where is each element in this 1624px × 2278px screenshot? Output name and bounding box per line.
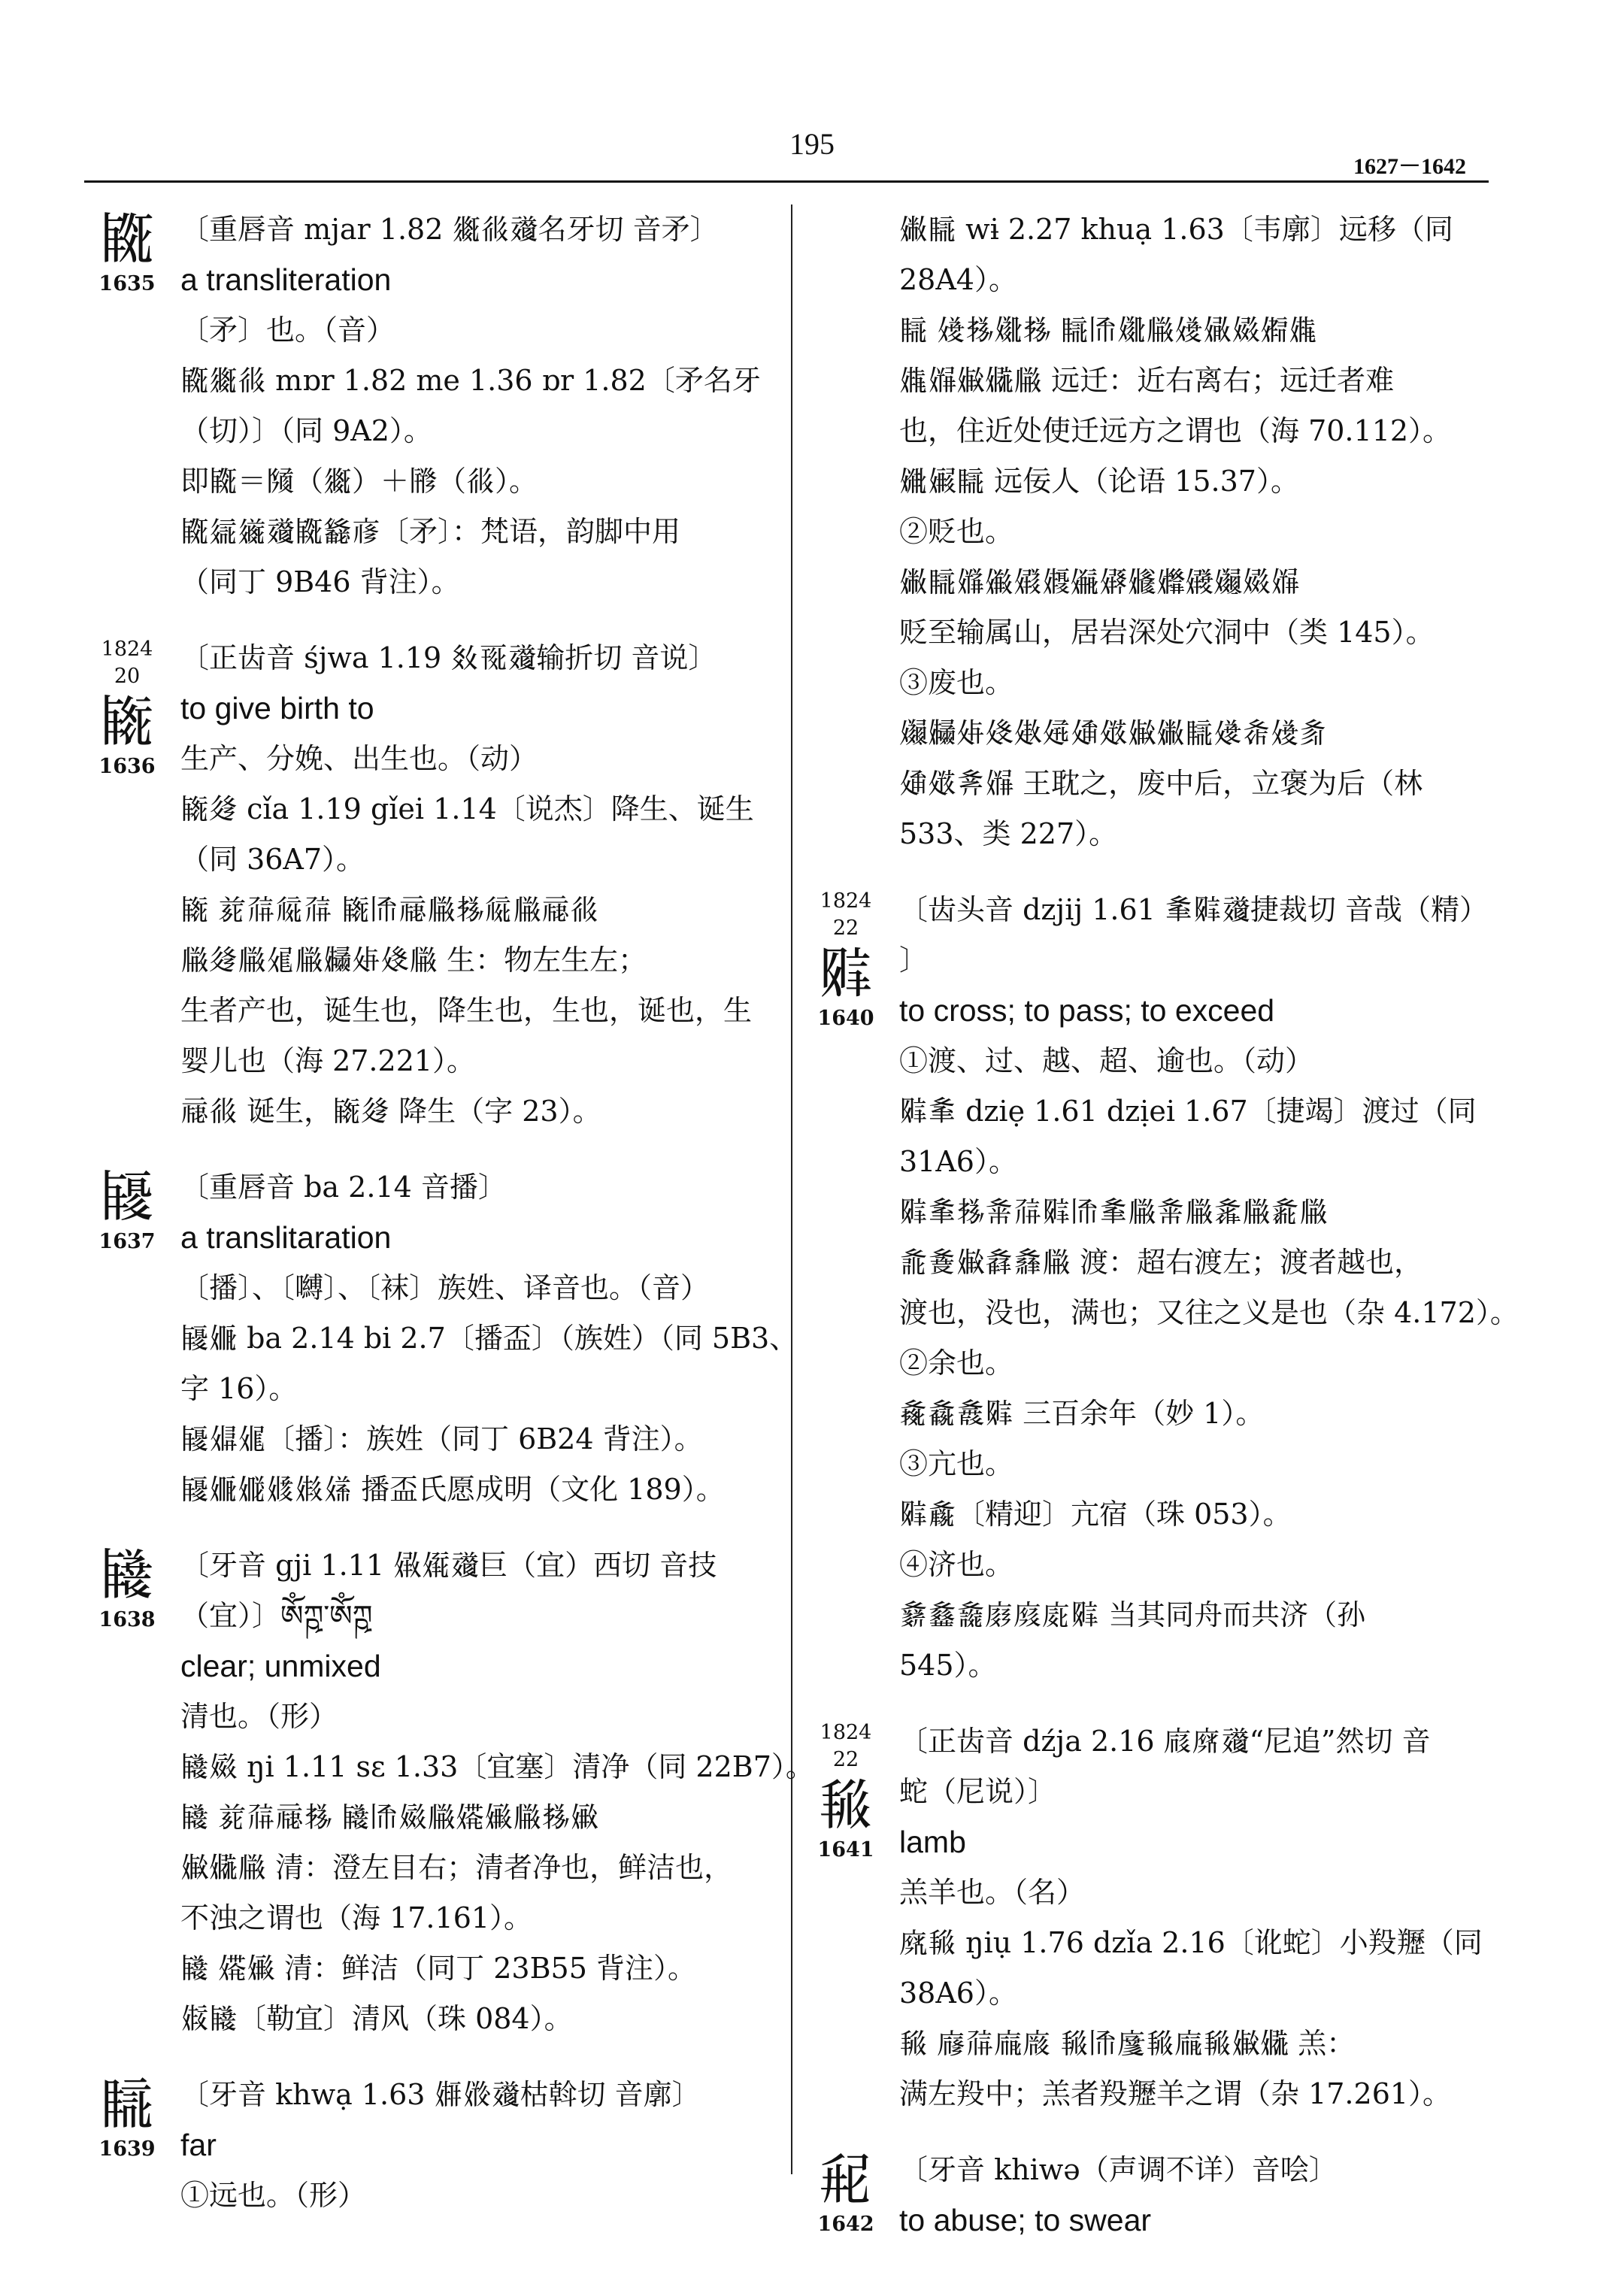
dictionary-entry (817, 1716, 1583, 2119)
definition-line: 〔矛〕也。（音） (180, 314, 395, 347)
definition-line: 即𗺀＝𗂧（𗼨）＋𗂨（𗺐）。 (180, 465, 538, 498)
definition-line: 〔牙音 khiwə（声调不详）音哙〕 (899, 2153, 1338, 2186)
english-gloss: lamb (899, 1825, 966, 1859)
definition-line: 𗏮𗺄 wɨ 2.27 khuạ 1.63〔韦廓〕远移（同 (899, 213, 1453, 246)
definition-line: 𗺂𗏜 ba 2.14 bi 2.7〔播盃〕（族姓）（同 5B3、 (180, 1322, 798, 1355)
citation-line: 545）。 (899, 1649, 997, 1682)
tangut-glyph: 𗺀 (99, 207, 155, 271)
entry-number: 1640 (817, 1007, 874, 1030)
definition-line: 生者产也，诞生也，降生也，生也，诞也，生 (180, 994, 753, 1027)
entry-number: 1635 (98, 272, 156, 295)
entry-number: 1642 (817, 2213, 874, 2236)
citation-line: 28A4）。 (899, 263, 1017, 296)
definition-line: 〔齿头音 dzjij 1.61 𗐎𗺅𗶖捷裁切 音哉（精） (899, 893, 1488, 926)
entry-headword (83, 1543, 171, 1634)
citation-line: 字 16）。 (180, 1372, 298, 1405)
definition-line: ①远也。（形） (180, 2179, 367, 2212)
definition-line: 〔重唇音 ba 2.14 音播〕 (180, 1171, 507, 1204)
tangut-glyph: 𗺇 (818, 2147, 874, 2212)
tangut-glyph: 𗺆 (818, 1773, 874, 1837)
definition-line: 𗐚𗐛𗐜𗐝𗐞𗐟𗺅 当其同舟而共济（孙 (899, 1598, 1366, 1631)
citation-line: （同 36A7）。 (180, 843, 365, 876)
definition-line: 〔牙音 gji 1.11 𗏣𗏤𗶖巨（宜）西切 音技 (180, 1549, 717, 1582)
entry-number: 1641 (817, 1838, 874, 1861)
definition-line: 婴儿也（海 27.221）。 (180, 1044, 476, 1077)
definition-line: 𗏩𗏪𗆐 清：澄左目右；清者净也，鲜洁也， (180, 1851, 733, 1884)
definition-line: 〔重唇音 mjar 1.82 𗼨𗺐𗶖名牙切 音矛〕 (180, 213, 719, 246)
citation-line: 38A6）。 (899, 1977, 1017, 2010)
definition-line: ②余也。 (899, 1347, 1014, 1380)
entry-headword (801, 888, 890, 1032)
tangut-glyph: 𗺂 (99, 1165, 155, 1229)
english-gloss: to cross; to pass; to exceed (899, 993, 1275, 1028)
definition-line: 𗏫𗺃〔勒宜〕清风（珠 084）。 (180, 2002, 573, 2035)
dictionary-entry (98, 1162, 865, 1515)
entry-cross-reference: 1824 20 (101, 638, 153, 688)
page-number: 195 (789, 127, 835, 161)
definition-line: 𗏴𗏵𗏩𗏪𗆐 远迁：近右离右；远迁者难 (899, 364, 1395, 397)
entry-range: 1627－1642 (1353, 154, 1466, 179)
definition-line: 𗺀𗼨𗺐 mɒr 1.82 me 1.36 ɒr 1.82〔矛名牙 (180, 364, 761, 397)
entry-number: 1638 (98, 1608, 156, 1631)
definition-line: 〔正齿音 dźja 2.16 𗐠𗐡𗶖“尼追”然切 音 (899, 1725, 1431, 1758)
definition-line: 𗐒𗐓𗏩𗐔𗐕𗆐 渡：超右渡左；渡者越也， (899, 1246, 1423, 1279)
definition-line: 〕 (899, 944, 929, 977)
definition-line: 𗺂𗏝𗏞〔播〕：族姓（同丁 6B24 背注）。 (180, 1422, 703, 1456)
definition-line: 𗺁𗫶 cǐa 1.19 gǐei 1.14〔说杰〕降生、诞生 (180, 792, 754, 825)
header-rule (84, 180, 1489, 183)
dictionary-entry (899, 204, 1583, 859)
definition-line: 羔羊也。（名） (899, 1876, 1086, 1909)
entry-number: 1639 (98, 2137, 156, 2161)
definition-line: 𗺃𗏥 ŋi 1.11 sɛ 1.33〔宜塞〕清净（同 22B7）。 (180, 1750, 814, 1783)
dictionary-entry (98, 1540, 865, 2044)
definition-line: （宜）〕ༀཀྵ་ༀཀྵ (180, 1599, 373, 1632)
entry-cross-reference: 1824 22 (820, 889, 872, 940)
english-gloss: far (180, 2128, 217, 2162)
definition-line: 𗺃 𗐱𗗚𗄊𗈪 𗺃𗀾𗏥𗆐𗏦𗏧𗆐𗈪𗏨 (180, 1801, 599, 1834)
tangut-glyph: 𗺄 (99, 2072, 155, 2137)
definition-line: 𗏶𗏷𗺄 远佞人（论语 15.37）。 (899, 465, 1299, 498)
citation-line: 31A6）。 (899, 1145, 1017, 1178)
definition-line: 也，住近处使迁远方之谓也（海 70.112）。 (899, 414, 1452, 447)
definition-line: 𗏮𗺄𗏸𗏹𗏺𗏻𗏼𗏽𗏾𗏿𗐀𗐁𗏲𗏵 (899, 565, 1300, 598)
definition-line: ③亢也。 (899, 1447, 1014, 1480)
definition-line: ③废也。 (899, 666, 1014, 699)
tangut-glyph: 𗺅 (818, 941, 874, 1006)
right-column (817, 204, 1583, 2271)
entry-headword (83, 208, 171, 298)
definition-line: 𗄊𗺐 诞生，𗺁𗫶 降生（字 23）。 (180, 1095, 601, 1128)
english-gloss: clear; unmixed (180, 1649, 381, 1683)
definition-line: 𗺆 𗐣𗗚𗐤𗐥 𗺆𗀾𗐦𗺆𗐤𗺆𗏩𗏪 羔： (899, 2027, 1356, 2060)
tangut-glyph: 𗺃 (99, 1543, 155, 1607)
definition-line: （切）〕（同 9A2）。 (180, 414, 432, 447)
definition-line: 𗐈𗐉𗐍𗏵 王耽之，废中后，立褒为后（林 (899, 767, 1423, 800)
definition-line: 𗐖𗐗𗐘𗺅 三百余年（妙 1）。 (899, 1397, 1265, 1430)
definition-line: 〔播〕、〔嚩〕、〔袜〕族姓、译音也。（音） (180, 1271, 710, 1304)
definition-line: 𗺄 𗏯𗈪𗏰𗈪 𗺄𗀾𗏰𗆐𗏯𗏱𗏲𗏳𗏴 (899, 314, 1318, 347)
definition-line: 贬至输属山，居岩深处穴洞中（类 145）。 (899, 616, 1435, 649)
dictionary-entry (98, 633, 865, 1137)
definition-line: 清也。（形） (180, 1700, 338, 1733)
definition-line: ④济也。 (899, 1548, 1014, 1581)
definition-line: 𗺁 𗐱𗗚𗏁𗗚 𗺁𗀾𗄊𗆐𗈪𗏁𗆐𗄊𗺐 (180, 893, 599, 926)
definition-line: 𗺅𗐎𗈪𗐏𗗚𗺅𗀾𗐎𗆐𗐏𗆐𗐐𗆐𗐑𗆐 (899, 1195, 1329, 1228)
entry-headword (83, 1165, 171, 1256)
english-gloss: a translitaration (180, 1220, 392, 1255)
entry-headword (83, 636, 171, 780)
definition-line: 蛇（尼说）〕 (899, 1775, 1057, 1808)
left-column (98, 204, 865, 2246)
tangut-glyph: 𗺁 (99, 689, 155, 754)
definition-line: ①渡、过、越、超、逾也。（动） (899, 1044, 1314, 1077)
definition-line: 不浊之谓也（海 17.161）。 (180, 1901, 533, 1934)
definition-line: 生产、分娩、出生也。（动） (180, 742, 538, 775)
entry-headword (801, 2148, 890, 2238)
definition-line: 𗐂𗐃𗐄𗐅𗐆𗐇𗐈𗐉𗏩𗏮𗺄𗐊𗐋𗏯𗐌 (899, 716, 1329, 750)
definition-line: 𗺅𗐎 dziẹ 1.61 dzịei 1.67〔捷竭〕渡过（同 (899, 1095, 1477, 1128)
definition-line: 𗺅𗐙〔精迎〕亢宿（珠 053）。 (899, 1498, 1292, 1531)
definition-line: 𗺀𗦇𗫂𗶖𗺀𗴮𗇋〔矛〕：梵语，韵脚中用 (180, 515, 681, 548)
english-gloss: to give birth to (180, 691, 374, 726)
definition-line: 渡也，没也，满也；又往之义是也（杂 4.172）。 (899, 1296, 1519, 1329)
dictionary-entry (98, 2070, 865, 2221)
citation-line: 533、类 227）。 (899, 817, 1118, 850)
definition-line: 𗺂𗏜𗏟𗏠𗏡𗏢 播盃氏愿成明（文化 189）。 (180, 1473, 725, 1506)
definition-line: 𗐢𗺆 ŋiụ 1.76 dzǐa 2.16〔讹蛇〕小羖䍽（同 (899, 1926, 1483, 1959)
citation-line: （同丁 9B46 背注）。 (180, 565, 460, 598)
entry-headword (83, 2073, 171, 2163)
definition-line: 〔正齿音 śjwa 1.19 𗾈𗀔𗶖输折切 音说〕 (180, 641, 717, 674)
english-gloss: a transliteration (180, 262, 392, 297)
definition-line: 𗺃 𗏦𗏧 清：鲜洁（同丁 23B55 背注）。 (180, 1952, 696, 1985)
definition-line: 𗆐𗫶𗆐𗏗𗆐𗐃𗐄𗐅𗆐 生：物左生左； (180, 944, 647, 977)
entry-headword (801, 1719, 890, 1864)
dictionary-entry (817, 885, 1583, 1691)
entry-cross-reference: 1824 22 (820, 1721, 872, 1771)
entry-number: 1637 (98, 1230, 156, 1253)
english-gloss: to abuse; to swear (899, 2203, 1152, 2237)
definition-line: 〔牙音 khwạ 1.63 𗏬𗏭𗶖枯斡切 音廓〕 (180, 2078, 701, 2111)
definition-line: ②贬也。 (899, 515, 1014, 548)
definition-line: 满左羖中；羔者羖䍽羊之谓（杂 17.261）。 (899, 2077, 1452, 2110)
dictionary-entry (817, 2145, 1583, 2246)
dictionary-entry (98, 204, 865, 607)
entry-number: 1636 (98, 755, 156, 778)
